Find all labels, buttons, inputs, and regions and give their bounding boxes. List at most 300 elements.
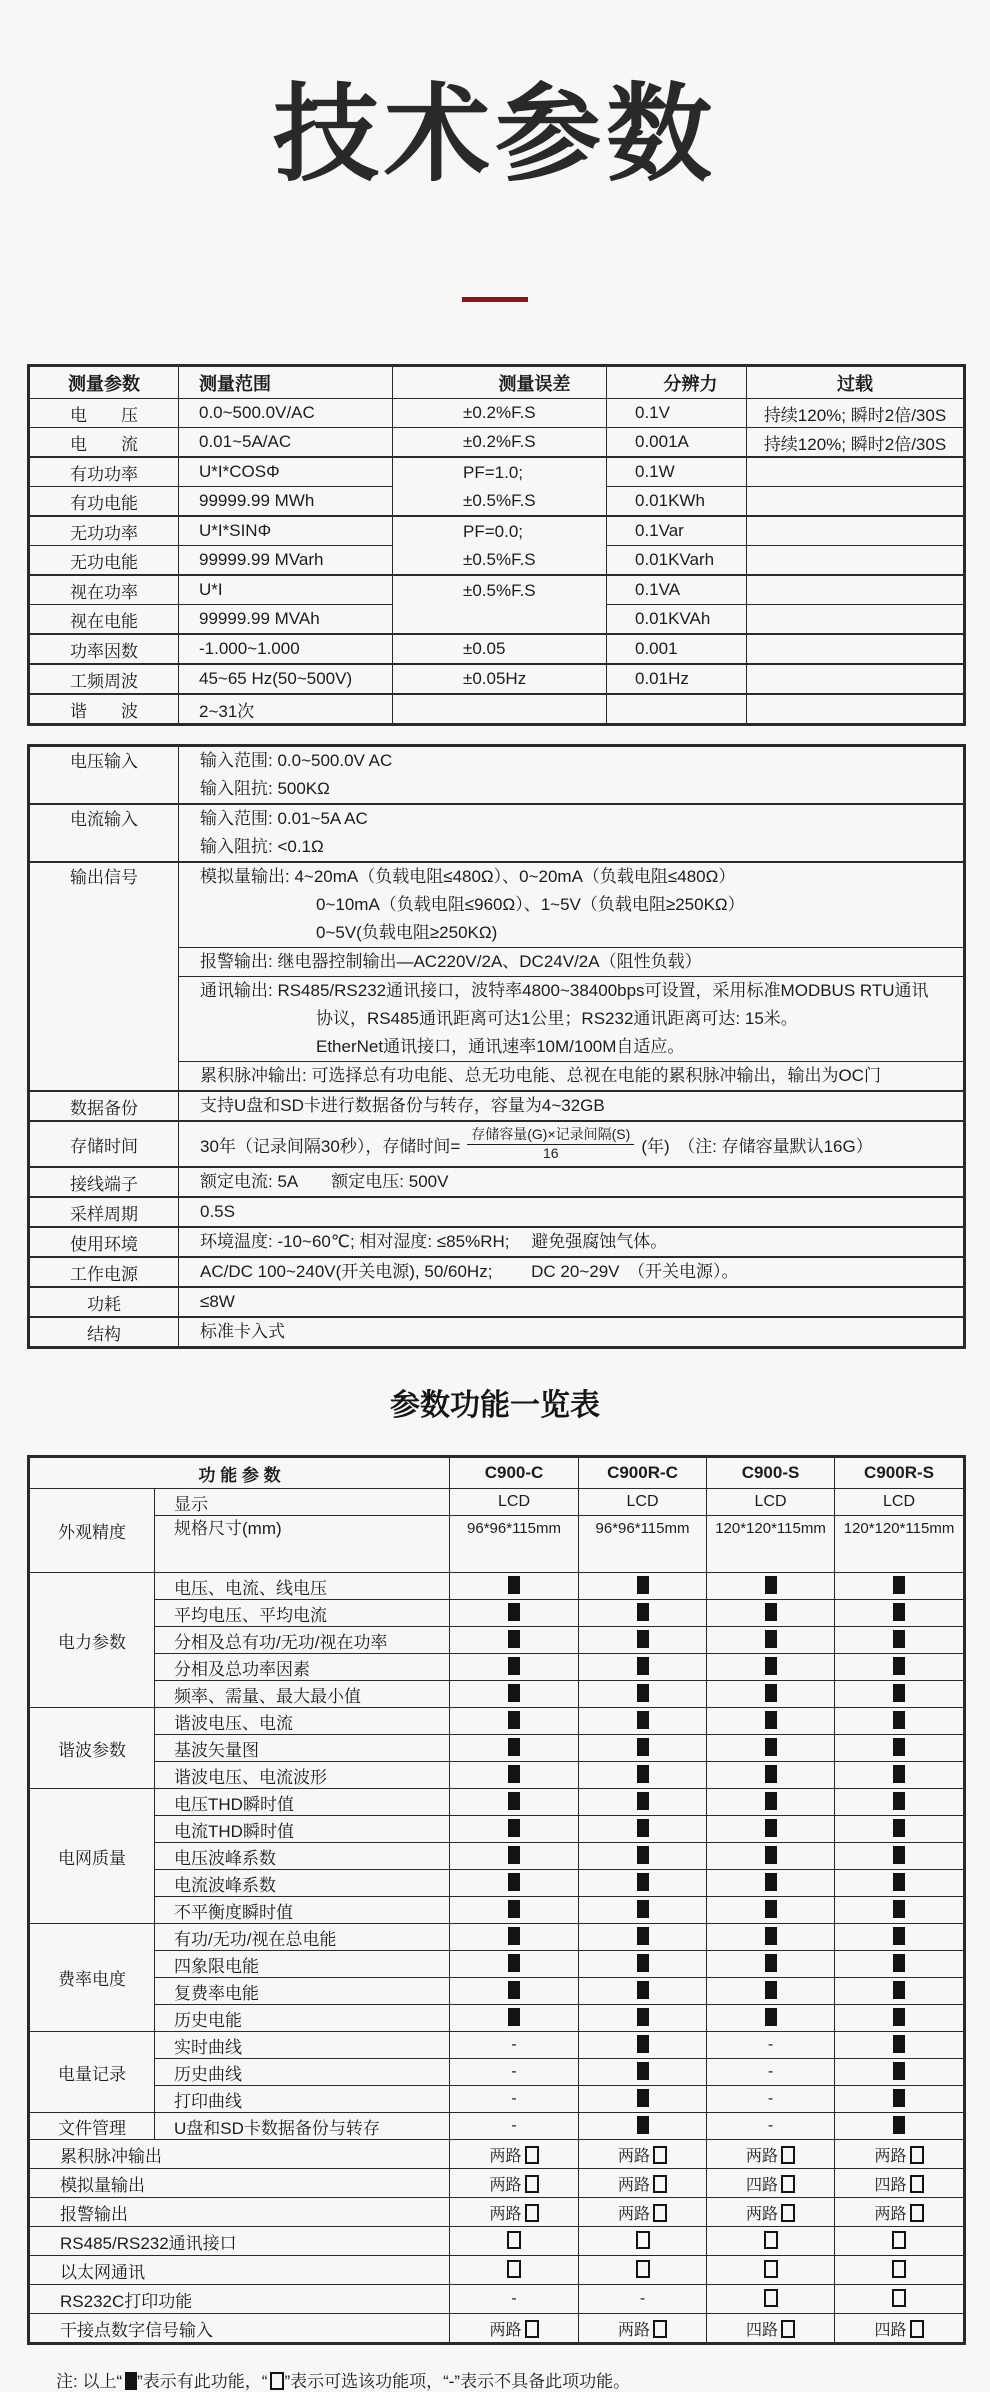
model-value-cell <box>450 2059 579 2086</box>
empty-square-icon <box>507 2231 521 2249</box>
table-row <box>29 1489 965 1516</box>
row-label-cell <box>29 1197 179 1227</box>
model-value-cell <box>707 1627 835 1654</box>
filled-square-icon <box>893 1927 905 1945</box>
cell <box>179 1121 965 1167</box>
table-row <box>29 1516 965 1573</box>
row-label-cell <box>29 487 179 517</box>
cell <box>393 664 607 694</box>
cell <box>179 948 965 977</box>
cell-text: 电 流 <box>70 434 138 454</box>
model-value-cell <box>579 1816 707 1843</box>
filled-square-icon <box>637 1792 649 1810</box>
cell <box>747 634 965 664</box>
empty-square-icon <box>910 2204 924 2222</box>
cell-text: 有功电能 <box>70 493 138 513</box>
filled-square-icon <box>893 1684 905 1702</box>
model-value-cell <box>835 1600 965 1627</box>
row-label-cell <box>29 634 179 664</box>
table-row <box>29 2198 965 2227</box>
electrical-spec-table <box>27 744 966 1349</box>
cell <box>179 1197 965 1227</box>
feature-cell: 历史曲线 <box>155 2059 450 2086</box>
empty-square-icon <box>764 2289 778 2307</box>
group-label-cell: 外观精度 <box>29 1489 155 1573</box>
cell-line: 0~5V(负载电阻≥250KΩ) <box>316 923 498 942</box>
cell <box>747 457 965 487</box>
row-label-cell <box>29 862 179 1091</box>
cell <box>179 575 393 605</box>
feature-cell: 电压、电流、线电压 <box>155 1573 450 1600</box>
model-value-cell <box>579 1735 707 1762</box>
cell-line: 支持U盘和SD卡进行数据备份与转存，容量为4~32GB <box>200 1096 605 1115</box>
cell-text: LCD <box>498 1493 531 1510</box>
cell-text: 两路 <box>489 2147 522 2165</box>
row-label-cell <box>29 1287 179 1317</box>
storage-formula <box>179 1122 963 1166</box>
cell <box>607 399 747 428</box>
model-value-cell <box>707 1735 835 1762</box>
filled-square-icon <box>893 1792 905 1810</box>
model-value-cell <box>450 1708 579 1735</box>
cell-text: - <box>511 2117 517 2134</box>
model-value-cell <box>579 1789 707 1816</box>
formula-post: (年) （注: 存储容量默认16G） <box>641 1136 873 1156</box>
model-value-cell <box>835 1573 965 1600</box>
model-value-cell <box>835 1897 965 1924</box>
row-label-cell <box>29 664 179 694</box>
model-value-cell <box>450 1762 579 1789</box>
model-value-cell <box>579 1897 707 1924</box>
model-value-cell <box>835 2032 965 2059</box>
header-cell: 测量范围 <box>179 366 393 399</box>
table-row <box>29 664 965 694</box>
cell-text: 有功功率 <box>70 464 138 484</box>
model-value-cell <box>450 1897 579 1924</box>
filled-square-icon <box>637 1927 649 1945</box>
model-header-cell: C900-C <box>450 1457 579 1489</box>
model-value-cell <box>450 1843 579 1870</box>
filled-square-icon <box>637 2062 649 2080</box>
cell-line: EtherNet通讯接口，通讯速率10M/100M自适应。 <box>316 1037 685 1056</box>
model-value-cell <box>835 1843 965 1870</box>
empty-square-icon <box>910 2146 924 2164</box>
cell-text: 两路 <box>618 2147 651 2165</box>
model-value-cell <box>579 1516 707 1573</box>
cell-line: 报警输出: 继电器控制输出—AC220V/2A、DC24V/2A（阻性负载） <box>200 952 702 971</box>
filled-square-icon <box>508 2008 520 2026</box>
model-value-cell <box>579 1870 707 1897</box>
cell-text: LCD <box>883 1493 916 1510</box>
cell-text: 谐 波 <box>70 701 138 721</box>
cell-text: - <box>639 2290 646 2307</box>
model-value-cell <box>835 2227 965 2256</box>
cell-text: 两路 <box>489 2176 522 2194</box>
model-value-cell <box>835 1789 965 1816</box>
cell-text: 0.01~5A/AC <box>199 432 292 451</box>
cell-line <box>463 605 606 633</box>
empty-square-icon <box>781 2146 795 2164</box>
cell-text: 0.1VA <box>635 580 681 599</box>
filled-square-icon <box>893 1900 905 1918</box>
feature-cell: RS485/RS232通讯接口 <box>29 2227 450 2256</box>
cell-text: - <box>511 2290 517 2307</box>
cell-text: U*I*COSΦ <box>199 462 280 481</box>
model-value-cell <box>579 2059 707 2086</box>
model-value-cell <box>707 1843 835 1870</box>
model-value-cell <box>450 1681 579 1708</box>
filled-square-icon <box>508 1792 520 1810</box>
empty-square-icon <box>525 2320 539 2338</box>
cell <box>607 487 747 517</box>
cell <box>607 694 747 725</box>
model-value-cell <box>450 1573 579 1600</box>
empty-square-icon <box>653 2146 667 2164</box>
footnote <box>56 2367 990 2392</box>
cell <box>747 664 965 694</box>
model-value-cell <box>450 2032 579 2059</box>
filled-square-icon <box>765 1738 777 1756</box>
model-value-cell <box>579 2227 707 2256</box>
feature-cell: 频率、需量、最大最小值 <box>155 1681 450 1708</box>
model-value-cell <box>707 1816 835 1843</box>
table-row <box>29 2285 965 2314</box>
cell-text: - <box>511 2090 517 2107</box>
measurement-table <box>27 364 966 726</box>
row-label-cell <box>29 605 179 635</box>
empty-square-icon <box>910 2175 924 2193</box>
table-row <box>29 2256 965 2285</box>
filled-square-icon <box>508 1630 520 1648</box>
filled-square-icon <box>765 1630 777 1648</box>
model-value-cell <box>579 1924 707 1951</box>
empty-square-icon <box>525 2175 539 2193</box>
model-value-cell <box>579 1654 707 1681</box>
filled-square-icon <box>508 1981 520 1999</box>
model-value-cell <box>707 2227 835 2256</box>
cell-text: ±0.05Hz <box>463 669 527 688</box>
empty-square-icon <box>892 2260 906 2278</box>
cell-text: LCD <box>754 1493 787 1510</box>
model-value-cell <box>579 1762 707 1789</box>
model-value-cell <box>450 1924 579 1951</box>
cell <box>179 634 393 664</box>
cell <box>747 516 965 546</box>
filled-square-icon <box>637 1873 649 1891</box>
feature-cell: 打印曲线 <box>155 2086 450 2113</box>
filled-square-icon <box>637 1657 649 1675</box>
model-value-cell <box>707 2032 835 2059</box>
cell <box>393 516 607 575</box>
empty-square-icon <box>653 2320 667 2338</box>
cell-line: PF=1.0; <box>463 462 524 482</box>
table-row <box>29 1167 965 1197</box>
filled-square-icon <box>637 2035 649 2053</box>
cell <box>179 1091 965 1121</box>
row-label-cell <box>29 1167 179 1197</box>
function-section-title: 参数功能一览表 <box>390 1389 600 1422</box>
feature-cell: RS232C打印功能 <box>29 2285 450 2314</box>
model-value-cell <box>707 1681 835 1708</box>
table-row <box>29 516 965 546</box>
row-label: 数据备份 <box>70 1098 138 1118</box>
filled-square-icon <box>765 1711 777 1729</box>
empty-square-icon <box>781 2175 795 2193</box>
cell <box>179 694 393 725</box>
filled-square-icon <box>765 1765 777 1783</box>
filled-square-icon <box>508 1684 520 1702</box>
model-value-cell <box>450 2227 579 2256</box>
model-value-cell <box>835 1924 965 1951</box>
cell-text: - <box>767 2117 774 2134</box>
feature-cell: 谐波电压、电流 <box>155 1708 450 1735</box>
group-label-cell: 电力参数 <box>29 1573 155 1708</box>
empty-square-icon <box>653 2175 667 2193</box>
model-value-cell <box>707 1573 835 1600</box>
model-value-cell <box>707 2169 835 2198</box>
cell <box>747 487 965 517</box>
group-label-cell: 费率电度 <box>29 1924 155 2032</box>
cell <box>179 746 965 805</box>
filled-square-icon <box>893 1630 905 1648</box>
empty-square-icon <box>781 2320 795 2338</box>
model-value-cell <box>450 2005 579 2032</box>
feature-cell: 累积脉冲输出 <box>29 2140 450 2169</box>
model-value-cell <box>450 2086 579 2113</box>
cell <box>607 457 747 487</box>
cell <box>747 575 965 605</box>
filled-square-icon <box>765 2008 777 2026</box>
cell <box>747 605 965 635</box>
filled-square-icon <box>125 2372 137 2390</box>
feature-cell: 模拟量输出 <box>29 2169 450 2198</box>
feature-cell: 有功/无功/视在总电能 <box>155 1924 450 1951</box>
filled-square-icon <box>765 1981 777 1999</box>
fraction <box>467 1126 634 1162</box>
filled-square-icon <box>765 1954 777 1972</box>
filled-square-icon <box>637 2008 649 2026</box>
group-label-cell: 电量记录 <box>29 2032 155 2113</box>
cell <box>179 804 965 862</box>
empty-square-icon <box>525 2146 539 2164</box>
model-value-cell <box>835 2086 965 2113</box>
model-value-cell <box>579 1951 707 1978</box>
model-header-cell: C900R-C <box>579 1457 707 1489</box>
cell <box>607 546 747 576</box>
cell-text: U*I <box>199 580 223 599</box>
filled-square-icon <box>893 2062 905 2080</box>
feature-cell: 电压波峰系数 <box>155 1843 450 1870</box>
cell <box>607 575 747 605</box>
cell-line: 输入范围: 0.0~500.0V AC <box>200 751 393 770</box>
model-value-cell <box>579 1681 707 1708</box>
filled-square-icon <box>637 2089 649 2107</box>
filled-square-icon <box>637 1576 649 1594</box>
filled-square-icon <box>637 1900 649 1918</box>
cell-text: 96*96*115mm <box>467 1520 561 1537</box>
cell-line: 累积脉冲输出: 可选择总有功电能、总无功电能、总视在电能的累积脉冲输出，输出为OC门 <box>200 1066 881 1085</box>
cell-text: 99999.99 MVarh <box>199 550 324 569</box>
cell <box>179 487 393 517</box>
row-label: 输出信号 <box>70 868 138 887</box>
filled-square-icon <box>893 1765 905 1783</box>
empty-square-icon <box>507 2260 521 2278</box>
filled-square-icon <box>893 2035 905 2053</box>
cell-text: 四路 <box>746 2321 779 2339</box>
formula-pre: 30年（记录间隔30秒），存储时间= <box>200 1136 461 1156</box>
filled-square-icon <box>893 2116 905 2134</box>
cell <box>747 428 965 458</box>
table-row <box>29 2032 965 2059</box>
model-value-cell <box>835 1516 965 1573</box>
filled-square-icon <box>765 1657 777 1675</box>
empty-square-icon <box>781 2204 795 2222</box>
table-row <box>29 2140 965 2169</box>
cell-line: 协议，RS485通讯距离可达1公里；RS232通讯距离可达: 15米。 <box>316 1009 798 1028</box>
filled-square-icon <box>637 1846 649 1864</box>
table-row <box>29 1600 965 1627</box>
model-value-cell <box>450 1654 579 1681</box>
table-row <box>29 575 965 605</box>
row-label-cell <box>29 457 179 487</box>
feature-cell: 电流波峰系数 <box>155 1870 450 1897</box>
row-label-cell <box>29 1257 179 1287</box>
filled-square-icon <box>893 2089 905 2107</box>
cell-text: - <box>767 2063 774 2080</box>
feature-cell: 分相及总有功/无功/视在功率 <box>155 1627 450 1654</box>
model-value-cell <box>450 1600 579 1627</box>
model-value-cell <box>707 1762 835 1789</box>
feature-cell: 电流THD瞬时值 <box>155 1816 450 1843</box>
cell-line: 环境温度: -10~60℃; 相对湿度: ≤85%RH; 避免强腐蚀气体。 <box>200 1232 668 1251</box>
table-row <box>29 1654 965 1681</box>
cell-line: 输入范围: 0.01~5A AC <box>200 809 368 828</box>
filled-square-icon <box>637 2116 649 2134</box>
table-row <box>29 746 965 805</box>
filled-square-icon <box>637 1630 649 1648</box>
filled-square-icon <box>765 1576 777 1594</box>
cell-text: 四路 <box>874 2321 907 2339</box>
filled-square-icon <box>765 1684 777 1702</box>
cell <box>393 457 607 516</box>
model-value-cell <box>707 1789 835 1816</box>
filled-square-icon <box>508 1819 520 1837</box>
cell-line: 0~10mA（负载电阻≤960Ω）、1~5V（负载电阻≥250KΩ） <box>316 895 745 914</box>
model-value-cell <box>835 2256 965 2285</box>
cell-line: PF=0.0; <box>463 521 524 541</box>
model-value-cell <box>450 2256 579 2285</box>
cell-text: 两路 <box>618 2176 651 2194</box>
model-value-cell <box>579 2005 707 2032</box>
table-row <box>29 399 965 428</box>
table-row <box>29 2113 965 2140</box>
row-label-cell <box>29 1227 179 1257</box>
cell-text: 99999.99 MWh <box>199 491 315 510</box>
table-row <box>29 1091 965 1121</box>
table-row <box>29 1897 965 1924</box>
model-value-cell <box>450 2113 579 2140</box>
cell <box>179 457 393 487</box>
fraction-denominator: 16 <box>542 1145 559 1161</box>
table-row <box>29 1816 965 1843</box>
model-value-cell <box>579 1600 707 1627</box>
feature-cell: U盘和SD卡数据备份与转存 <box>155 2113 450 2140</box>
model-value-cell <box>450 1789 579 1816</box>
filled-square-icon <box>893 1873 905 1891</box>
filled-square-icon <box>765 1603 777 1621</box>
model-value-cell <box>707 1516 835 1573</box>
feature-cell: 基波矢量图 <box>155 1735 450 1762</box>
empty-square-icon <box>910 2320 924 2338</box>
cell-line: 通讯输出: RS485/RS232通讯接口，波特率4800~38400bps可设置，采用标准MODBUS RTU通讯 <box>200 981 929 1000</box>
cell <box>179 1062 965 1092</box>
cell-text: ±0.2%F.S <box>463 432 536 451</box>
cell-text: 0.1Var <box>635 521 684 540</box>
model-value-cell <box>579 1627 707 1654</box>
feature-cell: 以太网通讯 <box>29 2256 450 2285</box>
cell-text: ”表示有此功能，“ <box>137 2372 268 2391</box>
cell-text: 0.01KVAh <box>635 609 711 628</box>
table-row <box>29 1870 965 1897</box>
model-value-cell <box>579 2198 707 2227</box>
table-row <box>29 862 965 948</box>
feature-cell: 实时曲线 <box>155 2032 450 2059</box>
model-value-cell <box>835 2113 965 2140</box>
page-title: 技术参数 <box>273 76 717 194</box>
feature-cell: 分相及总功率因素 <box>155 1654 450 1681</box>
cell-text: 两路 <box>746 2147 779 2165</box>
cell <box>747 546 965 576</box>
cell-line: 输入阻抗: <0.1Ω <box>200 837 324 856</box>
cell <box>607 428 747 458</box>
empty-square-icon <box>764 2260 778 2278</box>
cell <box>607 664 747 694</box>
cell-text: 0.01KVarh <box>635 550 715 569</box>
model-header-cell: C900R-S <box>835 1457 965 1489</box>
row-label: 结构 <box>87 1324 121 1344</box>
model-value-cell <box>579 1573 707 1600</box>
header-cell: 过载 <box>747 366 965 399</box>
cell-text: 120*120*115mm <box>715 1520 826 1537</box>
filled-square-icon <box>508 1657 520 1675</box>
table-row <box>29 1227 965 1257</box>
feature-cell: 历史电能 <box>155 2005 450 2032</box>
model-value-cell <box>835 2314 965 2344</box>
cell-text: 两路 <box>874 2147 907 2165</box>
cell-text: ±0.05 <box>463 639 506 658</box>
model-value-cell <box>579 2314 707 2344</box>
model-value-cell <box>707 2113 835 2140</box>
filled-square-icon <box>508 1873 520 1891</box>
table-row <box>29 1681 965 1708</box>
table-row <box>29 1978 965 2005</box>
group-label-cell: 电网质量 <box>29 1789 155 1924</box>
filled-square-icon <box>893 1657 905 1675</box>
cell-text: 0.01Hz <box>635 669 689 688</box>
table-row <box>29 2005 965 2032</box>
cell-text: 0.001A <box>635 432 689 451</box>
model-value-cell <box>450 1735 579 1762</box>
table-row <box>29 1257 965 1287</box>
model-value-cell <box>579 1708 707 1735</box>
header-cell: 功 能 参 数 <box>29 1457 450 1489</box>
filled-square-icon <box>508 1765 520 1783</box>
row-label-cell <box>29 546 179 576</box>
model-value-cell <box>835 2198 965 2227</box>
table-row <box>29 1924 965 1951</box>
filled-square-icon <box>893 1711 905 1729</box>
filled-square-icon <box>893 1576 905 1594</box>
